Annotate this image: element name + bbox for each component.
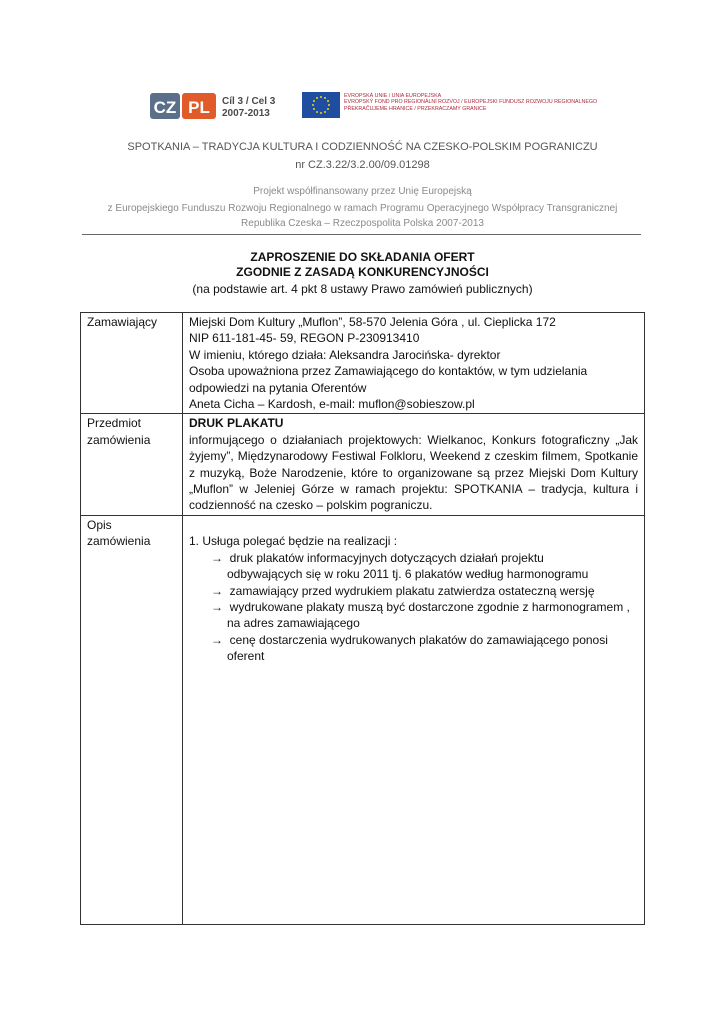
arrow-right-icon: → xyxy=(211,599,223,614)
zamawiajacy-details xyxy=(183,313,645,414)
arrow-right-icon: → xyxy=(211,632,223,647)
zamawiajacy-line: NIP 611-181-45- 59, REGON P-230913410 xyxy=(189,331,420,346)
table-row xyxy=(81,313,645,414)
cz-pl-logo xyxy=(150,90,300,122)
arrow-right-icon: → xyxy=(211,550,223,565)
zamawiajacy-line: W imieniu, którego działa: Aleksandra Jarocińska- dyrektor xyxy=(189,347,501,362)
cz-logo-text: CZ xyxy=(153,98,177,117)
arrow-right-icon: → xyxy=(211,583,223,598)
przedmiot-title: DRUK PLAKATU xyxy=(189,416,284,431)
list-item: → zamawiający przed wydrukiem plakatu zatwierdza ostateczną wersję xyxy=(211,583,595,598)
przedmiot-details xyxy=(183,414,645,515)
doc-title-line3: (na podstawie art. 4 pkt 8 ustawy Prawo zamówień publicznych) xyxy=(192,282,533,296)
row-label-line: Opis xyxy=(87,517,112,532)
cil-line2: 2007-2013 xyxy=(222,108,270,119)
table-row xyxy=(81,515,645,924)
opis-intro: 1. Usługa polegać będzie na realizacji : xyxy=(189,534,398,549)
row-label-zamawiajacy: Zamawiający xyxy=(81,313,183,414)
doc-title-line1: ZAPROSZENIE DO SKŁADANIA OFERT xyxy=(250,250,475,264)
table-row xyxy=(81,414,645,515)
row-label-przedmiot xyxy=(81,414,183,515)
eu-line2: EVROPSKÝ FOND PRO REGIONÁLNÍ ROZVOJ / EUROPEJSKI FUNDUSZ ROZWOJU REGIONALNEGO xyxy=(344,99,598,106)
project-number: nr CZ.3.22/3.2.00/09.01298 xyxy=(295,159,430,171)
list-item: → druk plakatów informacyjnych dotyczących działań projektu xyxy=(211,550,544,565)
row-label-opis xyxy=(81,515,183,924)
przedmiot-text: informującego o działaniach projektowych: Wielkanoc, Konkurs fotograficzny „Jak żyjemy”, Międzynarodowy Festiwal Folkloru, Weekend z czeskim filmem, Spotkanie z muzyką, Boże Narodzenie, które to organizowane są przez Miejski Dom Kultury „Muflon” w Jeleniej Górze w ramach projektu: SPOTKANIA – tradycja, kultura i codzienność na czesko – polskim pograniczu. xyxy=(189,432,638,513)
row-label-line: Przedmiot xyxy=(87,416,142,431)
row-label-line: zamówienia xyxy=(87,432,151,447)
zamawiajacy-line: Osoba upoważniona przez Zamawiającego do kontaktów, w tym udzielania odpowiedzi na pytania Oferentów xyxy=(189,364,588,395)
header-divider xyxy=(82,234,641,235)
row-label-line: zamówienia xyxy=(87,534,151,549)
opis-details xyxy=(183,515,645,924)
offer-table xyxy=(80,312,645,925)
list-item: → cenę dostarczenia wydrukowanych plakatów do zamawiającego ponosi xyxy=(211,632,608,647)
doc-title-line2: ZGODNIE Z ZASADĄ KONKURENCYJNOŚCI xyxy=(236,265,489,279)
list-item-cont: odbywających się w roku 2011 tj. 6 plakatów według harmonogramu xyxy=(227,567,589,582)
cofinance-line1: Projekt współfinansowany przez Unię Europejską xyxy=(253,186,472,197)
list-item-cont: oferent xyxy=(227,649,265,664)
cofinance-line2: z Europejskiego Funduszu Rozwoju Regionalnego w ramach Programu Operacyjnego Współpracy Transgranicznej xyxy=(107,203,618,214)
project-title: SPOTKANIA – TRADYCJA KULTURA I CODZIENNOŚĆ NA CZESKO-POLSKIM POGRANICZU xyxy=(127,141,598,153)
pl-logo-text: PL xyxy=(188,98,210,117)
eu-logo xyxy=(302,90,725,122)
zamawiajacy-line: Miejski Dom Kultury „Muflon”, 58-570 Jelenia Góra , ul. Cieplicka 172 xyxy=(189,315,556,329)
eu-line3: PŘEKRAČUJEME HRANICE / PRZEKRACZAMY GRANICE xyxy=(344,105,487,112)
zamawiajacy-contact: Aneta Cicha – Kardosh, e-mail: muflon@sobieszow.pl xyxy=(189,397,475,412)
cil-line1: Cíl 3 / Cel 3 xyxy=(222,96,276,107)
eu-logo-text xyxy=(344,93,597,112)
list-item: → wydrukowane plakaty muszą być dostarczone zgodnie z harmonogramem , xyxy=(211,599,630,614)
list-item-cont: na adres zamawiającego xyxy=(227,616,360,631)
cofinance-line3: Republika Czeska – Rzeczpospolita Polska 2007-2013 xyxy=(241,218,484,229)
eu-line1: EVROPSKÁ UNIE / UNIA EUROPEJSKA xyxy=(344,93,442,99)
eu-flag-icon xyxy=(302,92,340,118)
